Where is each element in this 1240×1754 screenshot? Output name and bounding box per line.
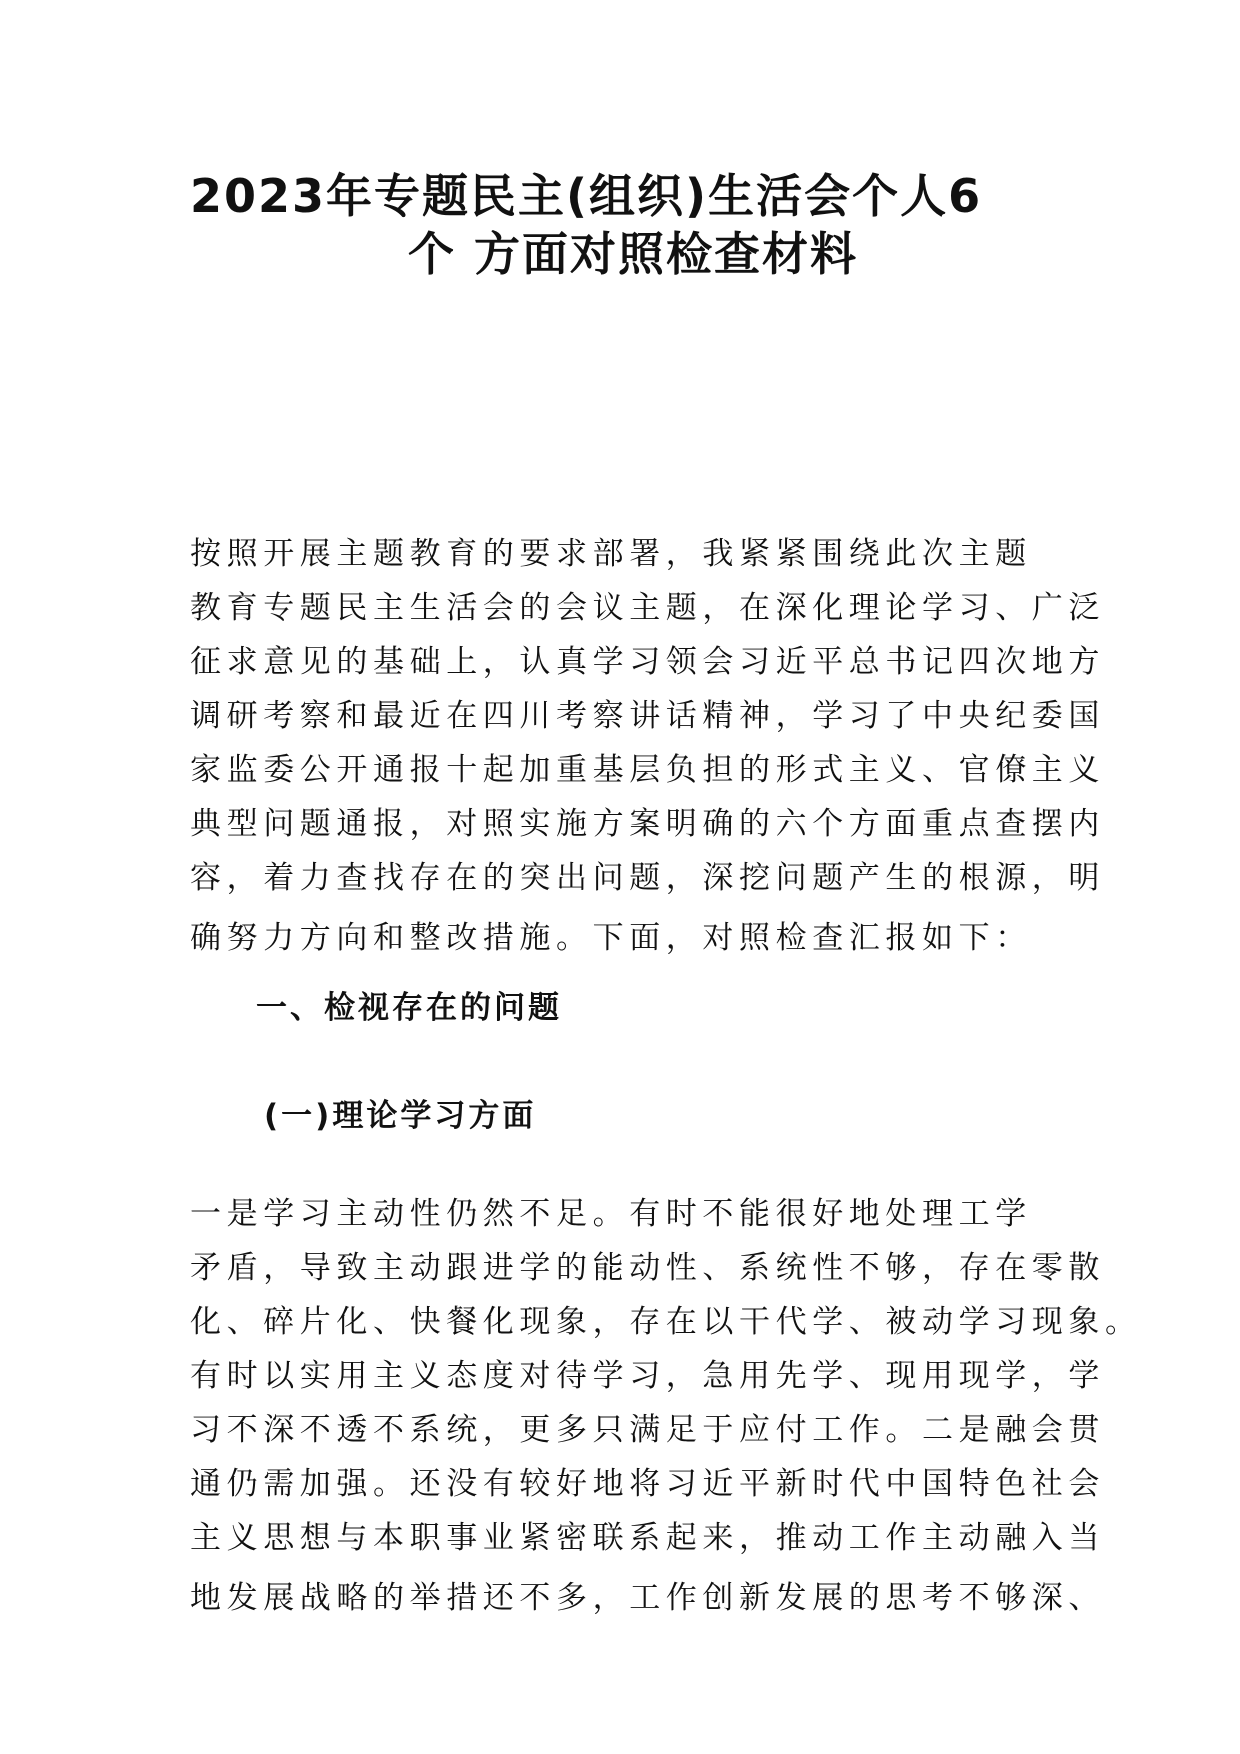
body-line: 主义思想与本职事业紧密联系起来，推动工作主动融入当 <box>190 1520 1105 1556</box>
intro-line: 容，着力查找存在的突出问题，深挖问题产生的根源，明 <box>190 860 1105 896</box>
intro-line: 确努力方向和整改措施。下面，对照检查汇报如下： <box>190 920 1032 956</box>
intro-line: 征求意见的基础上，认真学习领会习近平总书记四次地方 <box>190 644 1105 680</box>
document-title-line-1: 2023年专题民主(组织)生活会个人6 <box>190 169 983 223</box>
intro-line: 调研考察和最近在四川考察讲话精神，学习了中央纪委国 <box>190 698 1105 734</box>
body-line: 矛盾，导致主动跟进学的能动性、系统性不够，存在零散 <box>190 1250 1105 1286</box>
body-line: 一是学习主动性仍然不足。有时不能很好地处理工学 <box>190 1196 1032 1232</box>
body-line: 地发展战略的举措还不多，工作创新发展的思考不够深、 <box>190 1580 1105 1616</box>
section-heading: 一、检视存在的问题 <box>256 990 562 1026</box>
intro-line: 典型问题通报，对照实施方案明确的六个方面重点查摆内 <box>190 806 1105 842</box>
body-line: 通仍需加强。还没有较好地将习近平新时代中国特色社会 <box>190 1466 1105 1502</box>
body-line: 习不深不透不系统，更多只满足于应付工作。二是融会贯 <box>190 1412 1105 1448</box>
document-title-line-2: 个 方面对照检查材料 <box>408 227 859 281</box>
intro-line: 家监委公开通报十起加重基层负担的形式主义、官僚主义 <box>190 752 1105 788</box>
subsection-heading: (一)理论学习方面 <box>264 1098 537 1134</box>
body-line: 化、碎片化、快餐化现象，存在以干代学、被动学习现象。 <box>190 1304 1142 1340</box>
intro-line: 按照开展主题教育的要求部署，我紧紧围绕此次主题 <box>190 536 1032 572</box>
body-line: 有时以实用主义态度对待学习，急用先学、现用现学，学 <box>190 1358 1105 1394</box>
intro-line: 教育专题民主生活会的会议主题，在深化理论学习、广泛 <box>190 590 1105 626</box>
